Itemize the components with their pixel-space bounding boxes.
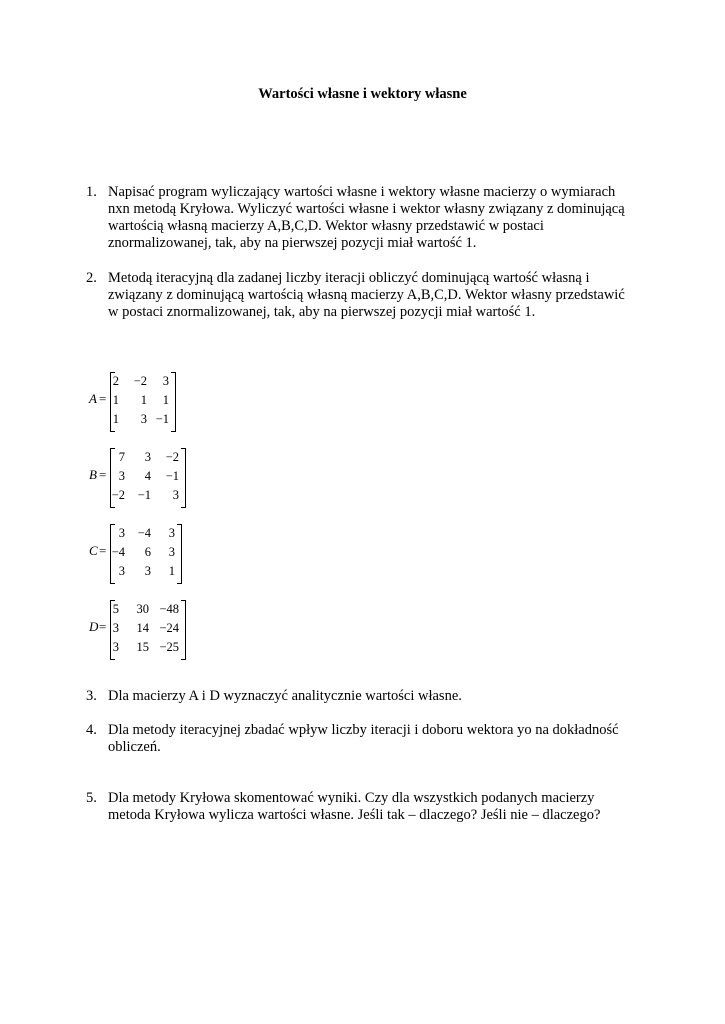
matrix-cell: 4 [144, 469, 151, 483]
matrix-cell: 3 [172, 488, 179, 502]
matrix-cell: 6 [144, 545, 151, 559]
right-bracket [177, 524, 182, 584]
matrix-cell: 1 [168, 564, 175, 578]
task-number: 4. [86, 722, 97, 738]
task-item-1 [86, 184, 646, 252]
matrix-cell: 3 [168, 545, 175, 559]
right-bracket [181, 448, 186, 508]
task-number: 3. [86, 688, 97, 704]
matrix-cell: −24 [159, 621, 179, 635]
equals-sign: = [99, 543, 107, 558]
matrix-cell: 3 [112, 640, 119, 654]
matrix-cell: 5 [112, 602, 119, 616]
right-bracket [171, 372, 176, 432]
task-text: Dla metody Kryłowa skomentować wyniki. Czy dla wszystkich podanych macierzy metoda Kryłowa wylicza wartości własne. Jeśli tak – dlaczego? Jeśli nie – dlaczego? [108, 790, 601, 823]
matrix-cell: 3 [118, 564, 125, 578]
matrix-cell: −48 [159, 602, 179, 616]
task-text: Napisać program wyliczający wartości własne i wektory własne macierzy o wymiarach nxn metodą Kryłowa. Wyliczyć wartości własne i wektor własny związany z dominującą wartością własną macierzy A,B,C,D. Wektor własny przedstawić w postaci znormalizowanej, tak, aby na pierwszej pozycji miał wartość 1. [108, 184, 625, 251]
matrix-cell: −1 [165, 469, 179, 483]
matrix-cell: 7 [118, 450, 125, 464]
equals-sign: = [99, 467, 107, 482]
matrix-cell: −2 [133, 374, 147, 388]
equals-sign: = [99, 619, 107, 634]
matrix-cell: 3 [118, 526, 125, 540]
matrix-cell: 14 [136, 621, 149, 635]
matrix-cell: 3 [112, 621, 119, 635]
matrix-cell: −2 [165, 450, 179, 464]
matrix-cell: 3 [140, 412, 147, 426]
matrix-cell: 3 [162, 374, 169, 388]
matrix-name: B [89, 467, 97, 482]
matrix-cell: 1 [112, 393, 119, 407]
matrix-cell: 3 [118, 469, 125, 483]
matrix-cell: −1 [155, 412, 169, 426]
task-item-4 [86, 722, 646, 756]
matrix-cell: 1 [140, 393, 147, 407]
task-number: 1. [86, 184, 97, 200]
matrix-cell: −4 [137, 526, 151, 540]
matrix-cell: 30 [136, 602, 149, 616]
matrix-cell: −4 [111, 545, 125, 559]
page-title: Wartości własne i wektory własne [258, 86, 467, 102]
task-item-5 [86, 790, 646, 824]
task-item-3 [86, 688, 646, 705]
task-number: 2. [86, 270, 97, 286]
task-text: Dla macierzy A i D wyznaczyć analitycznie wartości własne. [108, 688, 462, 704]
task-number: 5. [86, 790, 97, 806]
matrix-cell: −2 [111, 488, 125, 502]
matrix-cell: 2 [112, 374, 119, 388]
right-bracket [181, 600, 186, 660]
matrix-cell: −25 [159, 640, 179, 654]
task-text: Dla metody iteracyjnej zbadać wpływ liczby iteracji i doboru wektora yo na dokładność obliczeń. [108, 722, 619, 755]
matrix-name: C [89, 543, 98, 558]
task-item-2 [86, 270, 646, 321]
matrix-cell: 3 [144, 450, 151, 464]
matrix-cell: −1 [137, 488, 151, 502]
matrix-cell: 15 [136, 640, 149, 654]
equals-sign: = [99, 391, 107, 406]
matrix-cell: 3 [168, 526, 175, 540]
task-text: Metodą iteracyjną dla zadanej liczby iteracji obliczyć dominującą wartość własną i związany z dominującą wartością własną macierzy A,B,C,D. Wektor własny przedstawić w postaci znormalizowanej, tak, aby na pierwszej pozycji miał wartość 1. [108, 270, 625, 320]
matrix-cell: 1 [162, 393, 169, 407]
matrix-name: D [89, 619, 99, 634]
matrix-name: A [89, 391, 97, 406]
matrix-cell: 3 [144, 564, 151, 578]
matrix-cell: 1 [112, 412, 119, 426]
